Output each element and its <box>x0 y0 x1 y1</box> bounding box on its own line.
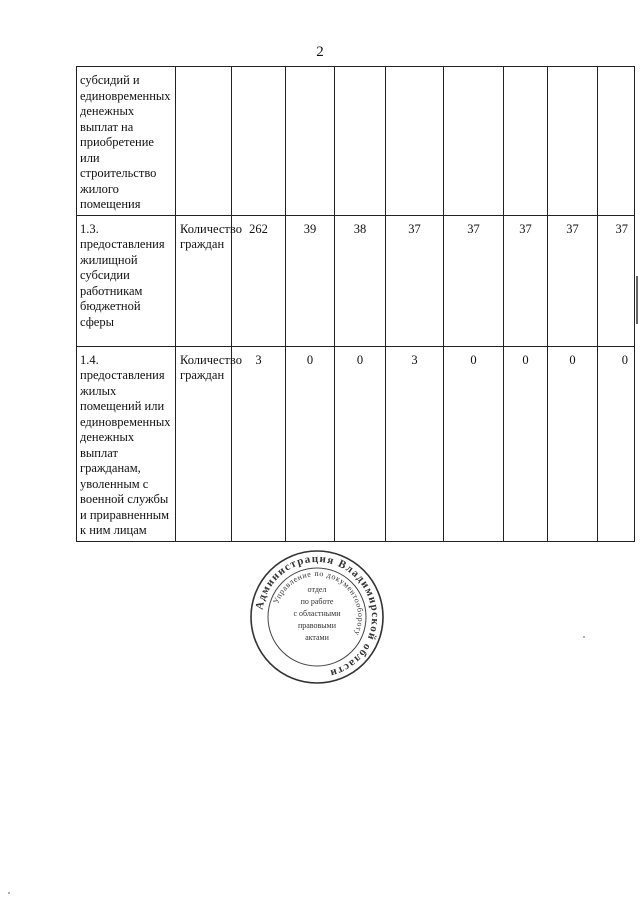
row-description: субсидий и единовременных денежных выплат на приобретение или строительство жилого помещения <box>77 67 176 216</box>
row-value: 37 <box>444 215 504 346</box>
row-value: 0 <box>335 346 386 541</box>
seal-ring-text: Управление по документообороту <box>271 568 366 638</box>
row-value: 37 <box>598 215 635 346</box>
seal-center-line: отдел <box>307 585 327 594</box>
scan-speck <box>8 892 10 894</box>
row-value: 37 <box>548 215 598 346</box>
row-value <box>335 67 386 216</box>
page-number: 2 <box>316 44 324 60</box>
table-row <box>77 215 635 346</box>
row-value: 38 <box>335 215 386 346</box>
row-value <box>386 67 444 216</box>
seal-outer-text: Администрация Владимирской области <box>253 552 382 680</box>
row-value <box>444 67 504 216</box>
data-table <box>76 66 635 542</box>
seal-center-line: с областными <box>293 609 341 618</box>
row-value: 37 <box>386 215 444 346</box>
row-value <box>598 67 635 216</box>
seal-center-line: актами <box>305 633 329 642</box>
row-unit: Количество граждан <box>176 215 232 346</box>
row-unit: Количество граждан <box>176 346 232 541</box>
seal-center-line: правовыми <box>297 621 337 630</box>
row-value <box>232 67 286 216</box>
seal-graphic <box>248 548 386 686</box>
row-value <box>286 67 335 216</box>
row-description: 1.4. предоставления жилых помещений или единовременных денежных выплат гражданам, уволенным с военной службы и приравненным к ним лицам <box>77 346 176 541</box>
scan-speck <box>583 636 585 638</box>
row-value: 0 <box>598 346 635 541</box>
official-seal <box>248 548 386 686</box>
table-row <box>77 346 635 541</box>
scan-edge-mark <box>636 276 638 324</box>
table-row <box>77 67 635 216</box>
row-value: 0 <box>286 346 335 541</box>
row-value <box>504 67 548 216</box>
row-value: 0 <box>548 346 598 541</box>
row-description: 1.3. предоставления жилищной субсидии работникам бюджетной сферы <box>77 215 176 346</box>
row-value: 3 <box>386 346 444 541</box>
row-value: 262 <box>232 215 286 346</box>
row-value: 0 <box>444 346 504 541</box>
row-value <box>548 67 598 216</box>
row-value: 39 <box>286 215 335 346</box>
row-value: 0 <box>504 346 548 541</box>
row-value: 37 <box>504 215 548 346</box>
row-unit <box>176 67 232 216</box>
row-value: 3 <box>232 346 286 541</box>
seal-center-line: по работе <box>300 597 334 606</box>
